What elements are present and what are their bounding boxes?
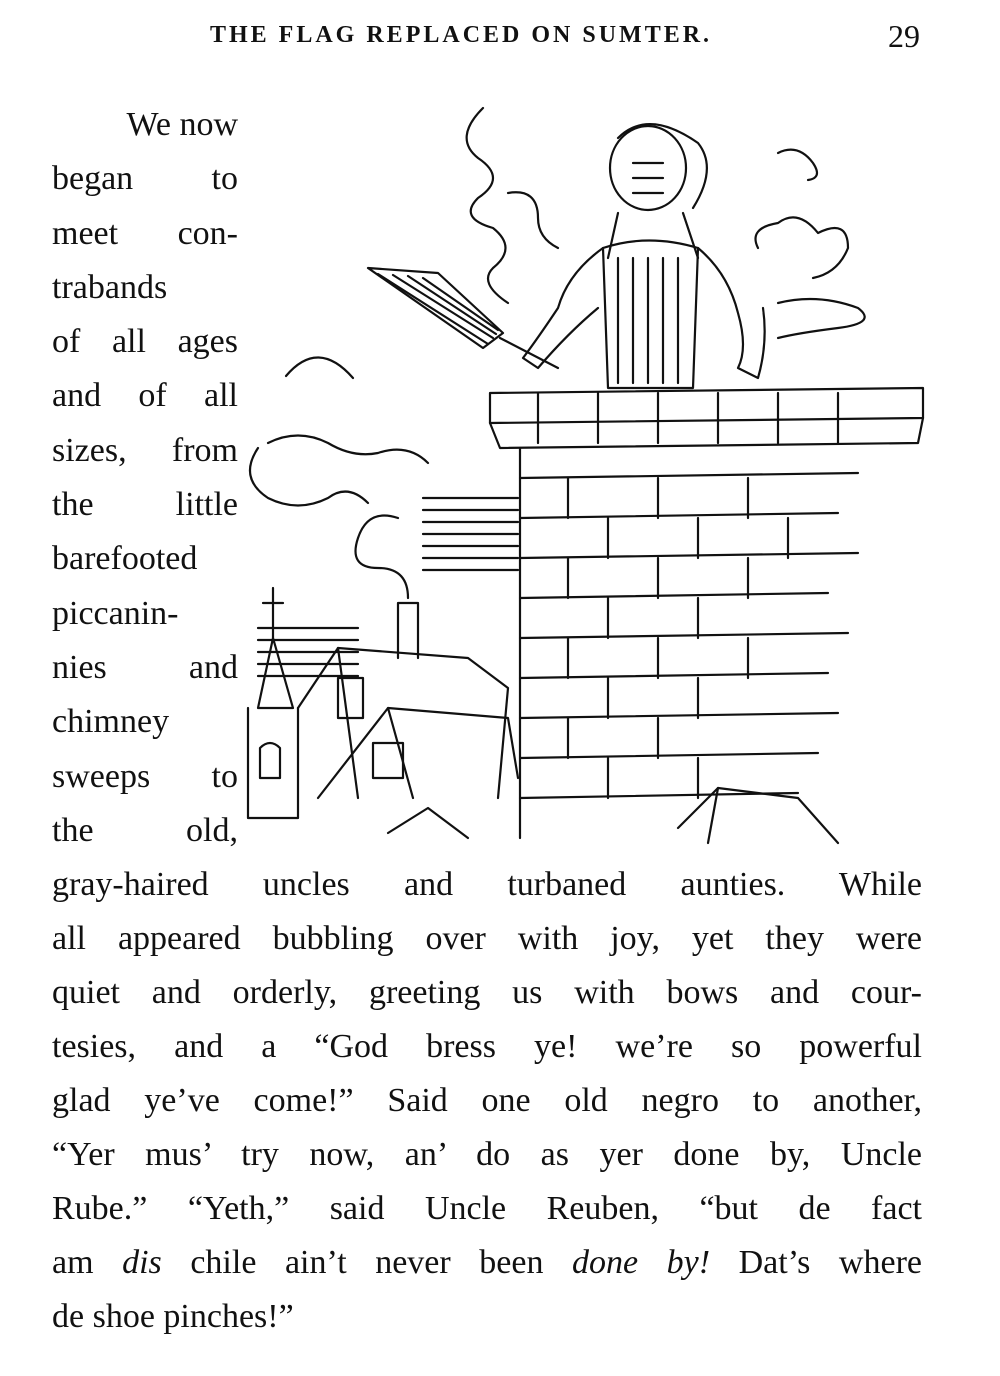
text-line: the little	[52, 486, 238, 524]
text-line: tesies, and a “God bress ye! we’re so powerful	[52, 1028, 922, 1065]
text-line: the old,	[52, 811, 238, 849]
running-head	[0, 18, 1000, 62]
text-line: and of all	[52, 377, 238, 415]
text-line: trabands	[52, 268, 168, 306]
text-line: piccanin-	[52, 594, 179, 632]
body-text	[52, 858, 922, 1344]
text-line: glad ye’ve come!” Said one old negro to another,	[52, 1082, 922, 1119]
text-line: de shoe pinches!”	[52, 1298, 294, 1335]
text-line: “Yer mus’ try now, an’ do as yer done by, Uncle	[52, 1136, 922, 1173]
text-line: sizes, from	[52, 431, 238, 469]
text-line: barefooted	[52, 540, 198, 578]
narrow-text-column	[52, 98, 238, 858]
text-line: quiet and orderly, greeting us with bows and cour-	[52, 974, 922, 1011]
running-title: THE FLAG REPLACED ON SUMTER.	[210, 22, 713, 48]
text-line: We now	[126, 106, 238, 143]
text-line: chimney	[52, 703, 170, 741]
text-fragment: chile ain’t never been	[161, 1244, 572, 1281]
text-fragment: am	[52, 1244, 123, 1281]
text-line: nies and	[52, 648, 238, 686]
text-line: meet con-	[52, 214, 238, 252]
text-line: Rube.” “Yeth,” said Uncle Reuben, “but de fact	[52, 1190, 922, 1227]
text-line: gray-haired uncles and turbaned aunties. While	[52, 866, 922, 903]
text-line: of all ages	[52, 323, 238, 361]
page-number: 29	[888, 18, 920, 54]
text-line: all appeared bubbling over with joy, yet they were	[52, 920, 922, 957]
text-line	[52, 1236, 922, 1290]
italic-text: done by!	[572, 1244, 711, 1281]
italic-text: dis	[122, 1244, 162, 1281]
text-line: sweeps to	[52, 757, 238, 795]
chimney-sweep-illustration	[238, 98, 928, 850]
text-line: began to	[52, 160, 238, 198]
text-fragment: Dat’s where	[710, 1244, 922, 1281]
